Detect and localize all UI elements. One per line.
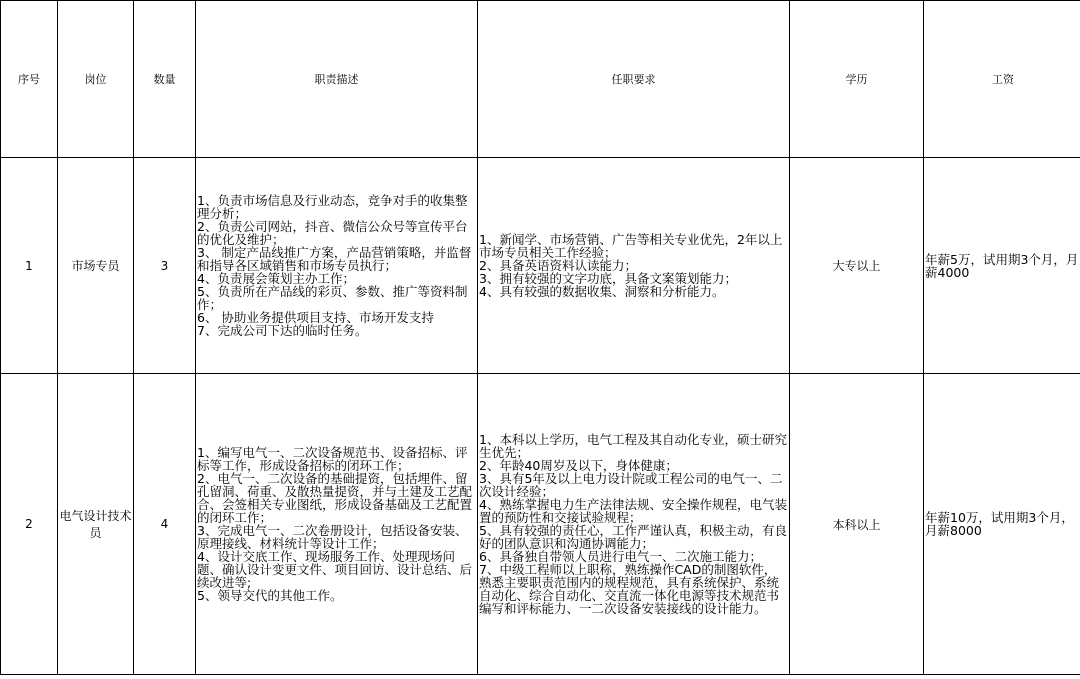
row-education: 本科以上 (790, 374, 924, 675)
row-position: 电气设计技术员 (58, 374, 134, 675)
row-duties: 1、负责市场信息及行业动态，竞争对手的收集整理分析； 2、负责公司网站，抖音、微信公众号等宣传平台的优化及维护； 3、 制定产品线推广方案，产品营销策略，并监督和指导各区域销售和市场专员执行； 4、负责展会策划主办工作； 5、负责所在产品线的彩页、参数、推广等资料制作； 6、 协助业务提供项目支持、市场开发支持 7、完成公司下达的临时任务。 (196, 158, 478, 374)
header-requirements: 任职要求 (478, 1, 790, 158)
row-index: 2 (1, 374, 58, 675)
table-row (1, 158, 1080, 374)
row-quantity: 4 (134, 374, 196, 675)
row-salary: 年薪10万，试用期3个月，月薪8000 (924, 374, 1080, 675)
row-duties: 1、编写电气一、二次设备规范书、设备招标、评标等工作，形成设备招标的闭环工作； 2、电气一、二次设备的基础提资，包括埋件、留孔留洞、荷重、及散热量提资，并与土建及工艺配合、会签相关专业图纸，形成设备基础及工艺配置的闭环工作； 3、完成电气一、二次卷册设计，包括设备安装、原理接线、材料统计等设计工作； 4、设计交底工作、现场服务工作、处理现场问题、确认设计变更文件、项目回访、设计总结、后续改进等; 5、领导交代的其他工作。 (196, 374, 478, 675)
header-index: 序号 (1, 1, 58, 158)
header-salary: 工资 (924, 1, 1080, 158)
row-quantity: 3 (134, 158, 196, 374)
row-position: 市场专员 (58, 158, 134, 374)
header-quantity: 数量 (134, 1, 196, 158)
header-position: 岗位 (58, 1, 134, 158)
row-education: 大专以上 (790, 158, 924, 374)
header-row (1, 1, 1080, 158)
row-salary: 年薪5万，试用期3个月，月薪4000 (924, 158, 1080, 374)
row-requirements: 1、本科以上学历，电气工程及其自动化专业，硕士研究生优先； 2、年龄40周岁及以下，身体健康； 3、具有5年及以上电力设计院或工程公司的电气一、二次设计经验； 4、熟练掌握电力生产法律法规、安全操作规程，电气装置的预防性和交接试验规程； 5、具有较强的责任心，工作严谨认真，积极主动，有良好的团队意识和沟通协调能力； 6、具备独自带领人员进行电气一、二次施工能力； 7、中级工程师以上职称，熟练操作CAD的制图软件，熟悉主要职责范围内的规程规范，具有系统保护、系统自动化、综合自动化、交直流一体化电源等技术规范书编写和评标能力、一二次设备安装接线的设计能力。 (478, 374, 790, 675)
header-education: 学历 (790, 1, 924, 158)
row-requirements: 1、新闻学、市场营销、广告等相关专业优先，2年以上市场专员相关工作经验； 2、具备英语资料认读能力； 3、拥有较强的文字功底，具备文案策划能力； 4、具有较强的数据收集、洞察和分析能力。 (478, 158, 790, 374)
header-duties: 职责描述 (196, 1, 478, 158)
table-row (1, 374, 1080, 675)
row-index: 1 (1, 158, 58, 374)
